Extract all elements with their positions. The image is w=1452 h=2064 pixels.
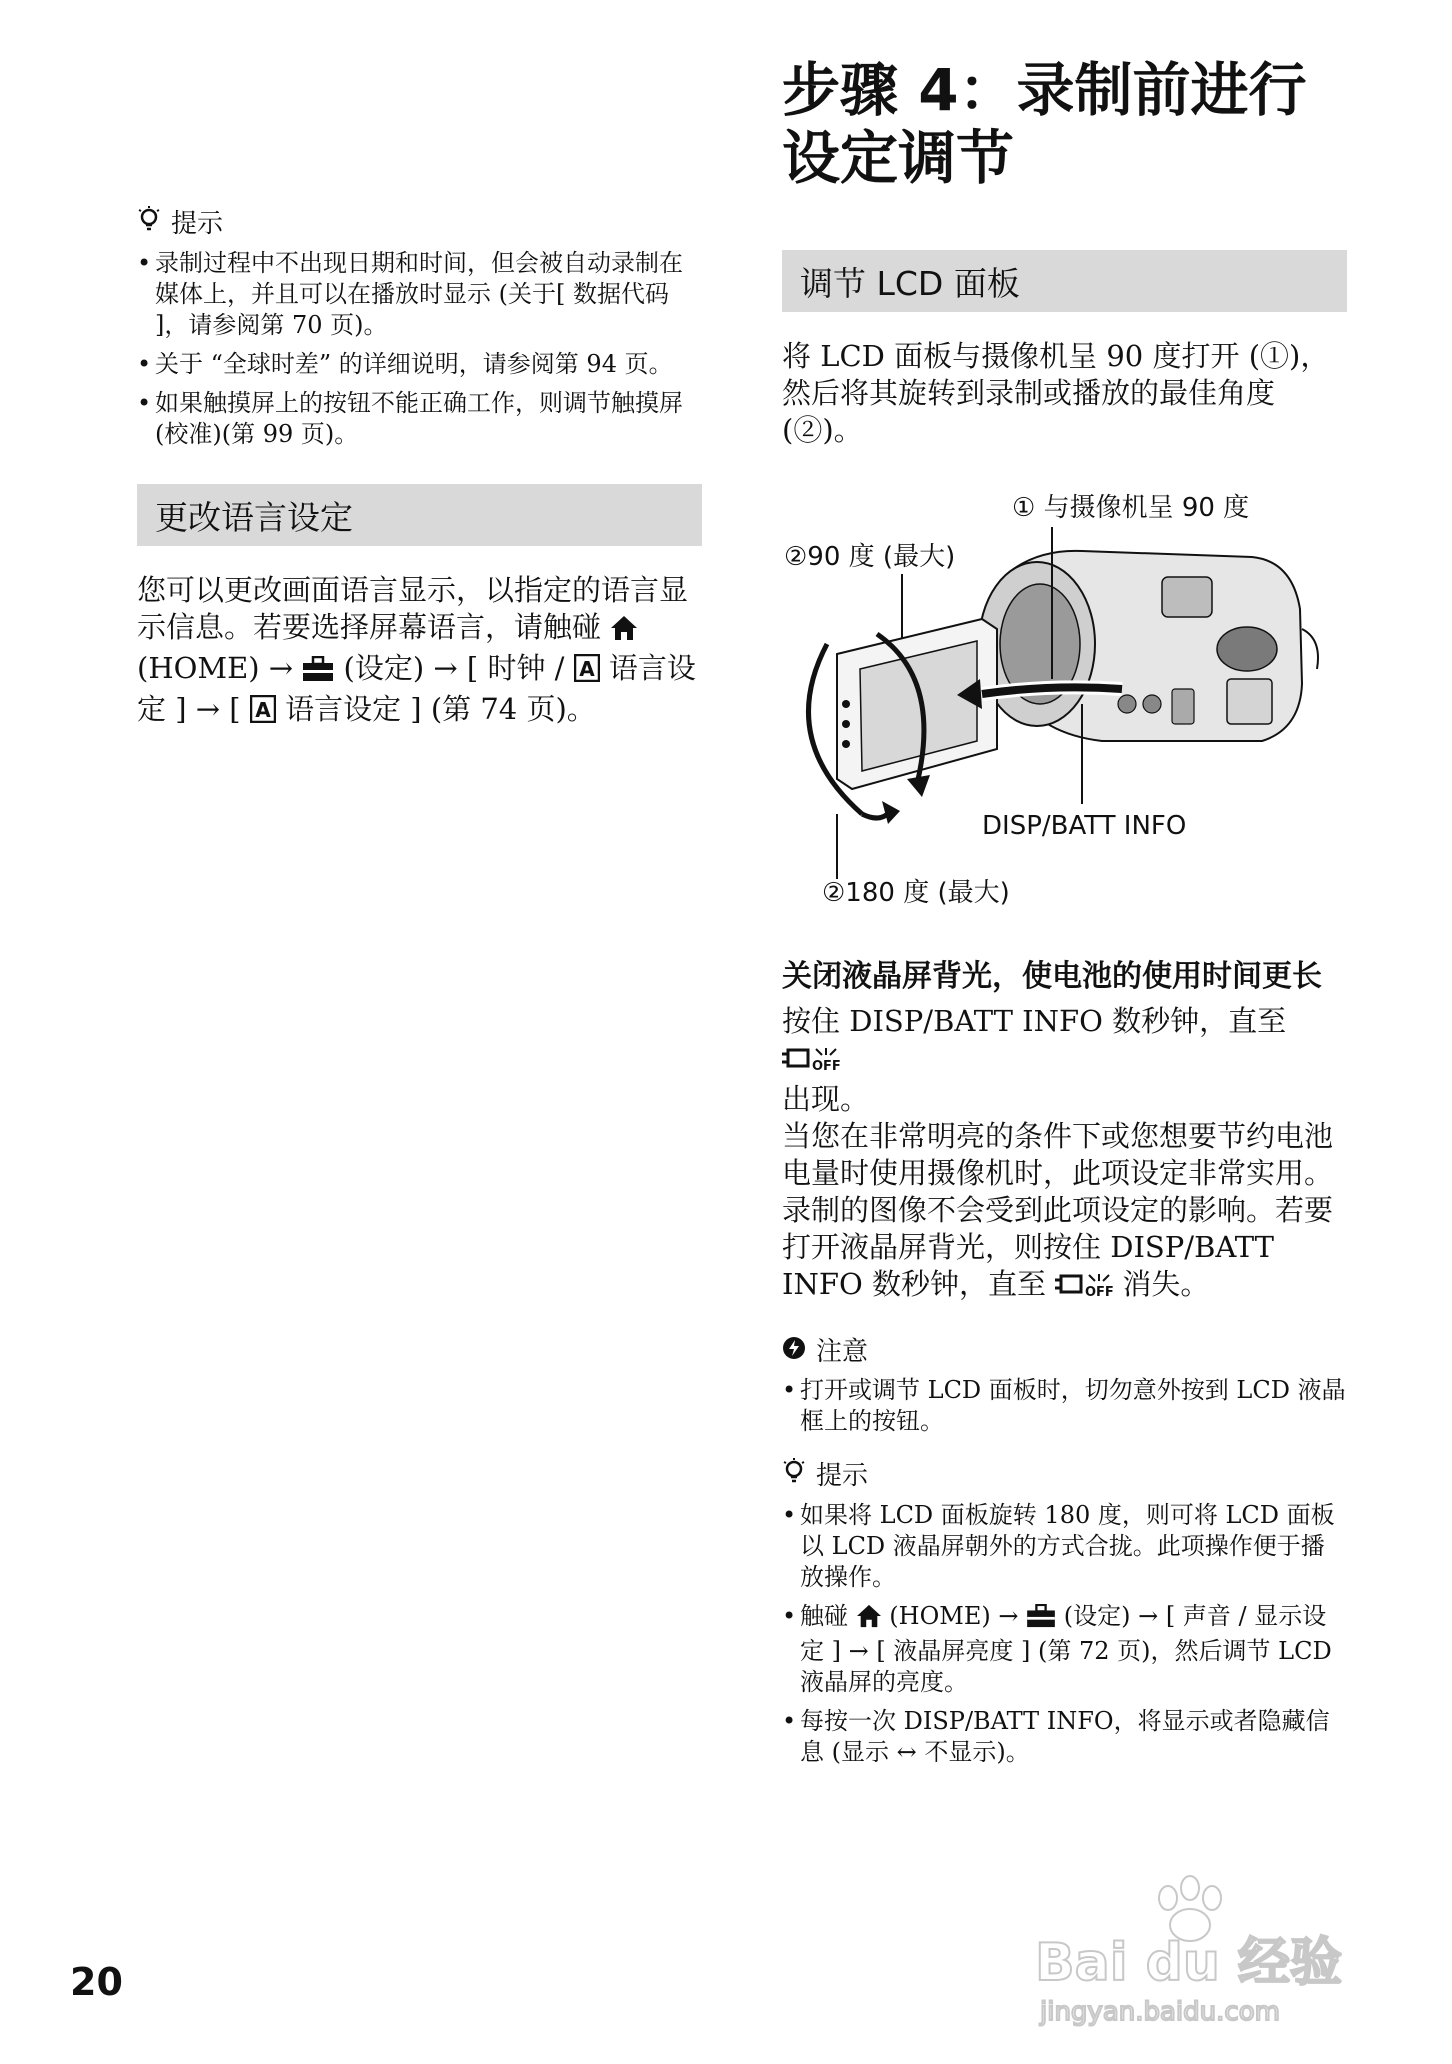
page-title [782,56,1347,192]
list-item: • 打开或调节 LCD 面板时，切勿意外按到 LCD 液晶框上的按钮。 [782,1375,1347,1437]
home-label: (HOME) [889,1602,991,1630]
arrow-right-icon: → [1138,1602,1159,1630]
language-a-icon [250,695,276,732]
label-disp-batt: DISP/BATT INFO [982,811,1187,841]
list-item: • 如果将 LCD 面板旋转 180 度，则可将 LCD 面板以 LCD 液晶屏朝外的方式合拢。此项操作便于播放操作。 [782,1500,1347,1593]
svg-text:A: A [255,698,271,722]
section-title: 调节 LCD 面板 [800,263,1020,303]
home-icon [610,613,638,650]
lightbulb-icon [137,205,161,242]
watermark-url: jingyan.baidu.com [1040,1997,1280,2027]
home-icon [856,1604,882,1636]
list-item [782,1601,1347,1698]
paragraph-text: 当您在非常明亮的条件下或您想要节约电池电量时使用摄像机时，此项设定非常实用。录制的图像不会受到此项设定的影响。若要打开液晶屏背光，则按住 DISP/BATT INFO 数秒钟，直至 [782,1119,1334,1301]
bracket: [ [229,692,241,726]
camcorder-illustration [979,551,1318,741]
lang-item: 语言设定 ] [137,651,696,726]
tip-heading-label: 提示 [816,1460,869,1491]
tip-text: [ 声音 / 显示设定 ] [800,1602,1327,1665]
lang-item-2: 语言设定 ] (第 74 页)。 [285,692,596,726]
section-title: 更改语言设定 [155,497,353,537]
home-label: (HOME) [137,651,260,685]
list-item: • 如果触摸屏上的按钮不能正确工作，则调节触摸屏 (校准)(第 99 页)。 [137,388,702,450]
tip-list-right [782,1500,1347,1768]
title-line-2: 设定调节 [782,124,1015,192]
lightbulb-icon [782,1457,806,1494]
lcd-panel-illustration [837,619,997,789]
tip-text: [ 液晶屏亮度 ] (第 72 页)，然后调节 LCD 液晶屏的亮度。 [800,1637,1332,1696]
tip-list [137,248,702,450]
toolbox-icon [1026,1604,1056,1636]
caution-icon [782,1335,806,1369]
tip-text: 触碰 [800,1602,848,1630]
right-column [782,56,1347,1776]
paw-icon [1159,1876,1221,1941]
clock-item: [ 时钟 / [466,651,565,685]
paragraph-text: 您可以更改画面语言显示，以指定的语言显示信息。若要选择屏幕语言，请触碰 [137,573,689,644]
settings-label: (设定) [343,651,425,685]
camera-diagram [782,479,1347,909]
svg-text:A: A [578,657,595,681]
page-number: 20 [70,1960,123,2004]
paragraph-text: 按住 DISP/BATT INFO 数秒钟，直至 [782,1004,1287,1038]
tip-heading [137,205,702,242]
label-180-max: ②180 度 (最大) [822,878,1010,908]
section-bar-lcd [782,250,1347,312]
arrow-right-icon: → [998,1602,1019,1630]
arrow-right-icon: → [268,651,294,685]
arrow-right-icon: → [433,651,458,685]
settings-label: (设定) [1063,1602,1131,1630]
list-item: • 录制过程中不出现日期和时间，但会被自动录制在媒体上，并且可以在播放时显示 (关于[ 数据代码 ]，请参阅第 70 页)。 [137,248,702,341]
backlight-paragraph-2 [782,1118,1347,1307]
label-90-with-camera: ① 与摄像机呈 90 度 [1012,493,1250,523]
language-paragraph [137,572,702,732]
arrow-right-icon: → [195,692,221,726]
list-item: • 关于 “全球时差” 的详细说明，请参阅第 94 页。 [137,349,702,380]
svg-text:OFF: OFF [812,1059,840,1072]
arrow-right-icon: → [848,1637,869,1665]
paragraph-text: 出现。 [782,1082,870,1116]
title-line-1: 步骤 4：录制前进行 [782,56,1307,124]
note-heading [782,1335,1347,1369]
svg-text:OFF: OFF [1085,1285,1114,1298]
list-item: • 每按一次 DISP/BATT INFO，将显示或者隐藏信息 (显示 ↔ 不显示)。 [782,1706,1347,1768]
tip-heading-right [782,1457,1347,1494]
note-heading-label: 注意 [816,1337,869,1367]
lcd-intro: 将 LCD 面板与摄像机呈 90 度打开 (①)，然后将其旋转到录制或播放的最佳角度 (②)。 [782,339,1330,447]
toolbox-icon [302,654,334,691]
backlight-subheading: 关闭液晶屏背光，使电池的使用时间更长 [782,959,1322,994]
backlight-off-icon [1055,1270,1113,1307]
watermark [1030,1850,1370,2030]
label-90-max: ②90 度 (最大) [784,542,956,572]
section-bar-language [137,484,702,546]
language-a-icon [574,654,600,691]
watermark-brand: Bai du 经验 [1035,1933,1342,1993]
paragraph-text: 消失。 [1122,1267,1210,1301]
backlight-off-icon [782,1044,840,1081]
backlight-paragraph-1 [782,1003,1347,1118]
note-list [782,1375,1347,1437]
left-column [137,205,702,732]
tip-heading-label: 提示 [171,208,224,239]
